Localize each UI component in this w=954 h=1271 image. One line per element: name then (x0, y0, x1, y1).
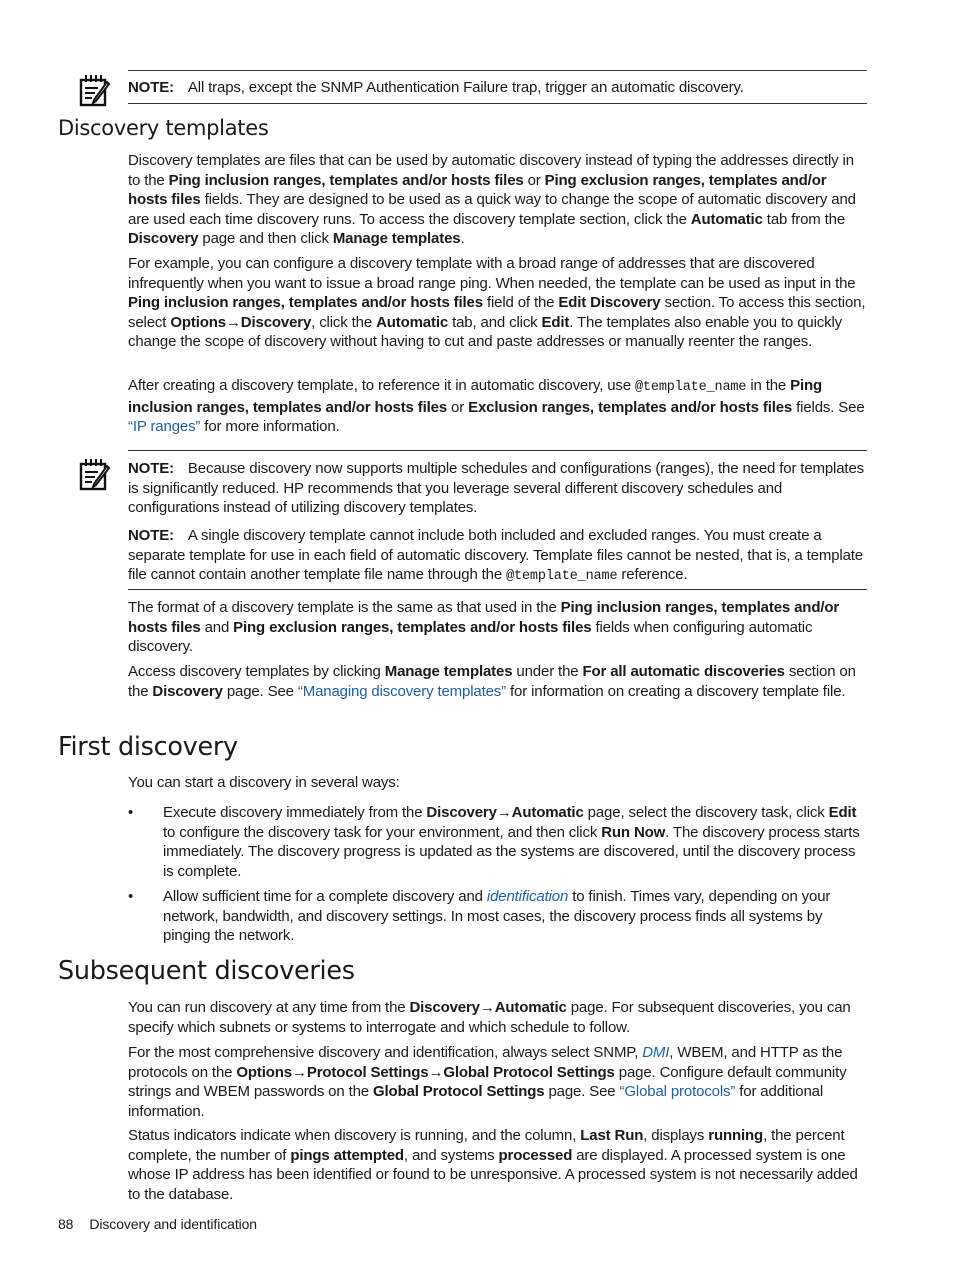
link-dmi[interactable]: DMI (642, 1044, 670, 1061)
section-heading-discovery-templates: Discovery templates (58, 116, 269, 140)
note1-top-rule (128, 70, 867, 71)
link-managing-discovery-templates[interactable]: “Managing discovery templates” (297, 682, 506, 700)
paragraph: Discovery templates are files that can be used by automatic discovery instead of typing the addresses directly in to the Ping inclusion ranges, templates and/or hosts files or Ping exclusion ranges, templates and/or hosts files fields. They are designed to be used as a quick way to change the scope of automatic discovery and are used each time discovery runs. To access the discovery template section, click the Automatic tab from the Discovery page and then click Manage templates. (128, 152, 856, 247)
note2-top-rule (128, 450, 867, 451)
paragraph: For example, you can configure a discovery template with a broad range of addresses that are discovered infrequently when you want to issue a broad range ping. When needed, the template can be used as input in the Ping inclusion ranges, templates and/or hosts files field of the Edit Discovery section. To access this section, select Options→Discovery, click the Automatic tab, and click Edit. The templates also enable you to quickly change the scope of discovery without having to cut and paste addresses or manually reenter the ranges. (128, 255, 866, 350)
paragraph: You can run discovery at any time from the Discovery→Automatic page. For subsequent discoveries, you can specify which subnets or systems to interrogate and which schedule to follow. (128, 999, 851, 1036)
code-template-name: @template_name (634, 380, 747, 395)
page-footer (58, 1216, 257, 1232)
note-label: NOTE: (128, 460, 174, 477)
bullet-icon: • (128, 888, 134, 905)
page-number: 88 (58, 1216, 74, 1232)
paragraph: The format of a discovery template is the same as that used in the Ping inclusion ranges, templates and/or hosts files and Ping exclusion ranges, templates and/or hosts files fields when configuring automatic discovery. (128, 599, 840, 655)
note2-bottom-rule (128, 589, 867, 590)
note-icon (78, 74, 112, 108)
bullet-icon: • (128, 804, 134, 821)
note-icon (78, 458, 112, 492)
footer-section-title: Discovery and identification (89, 1216, 257, 1232)
note-label: NOTE: (128, 79, 174, 96)
note3-text: NOTE: A single discovery template cannot include both included and excluded ranges. You must create a separate template for use in each field of automatic discovery. Template files cannot be nested, that is, a template file cannot contain another template file name through the @template_name reference. (128, 527, 863, 584)
list-item: Execute discovery immediately from the Discovery→Automatic page, select the discovery task, click Edit to configure the discovery task for your environment, and then click Run Now. The discovery process starts immediately. The discovery progress is updated as the systems are discovered, until the discovery process is complete. (163, 804, 860, 880)
paragraph: Status indicators indicate when discovery is running, and the column, Last Run, displays running, the percent complete, the number of pings attempted, and systems processed are displayed. A processed system is one whose IP address has been identified or found to be unresponsive. A processed system is not necessarily added to the database. (128, 1127, 858, 1203)
paragraph: You can start a discovery in several ways: (128, 774, 400, 791)
note1-bottom-rule (128, 103, 867, 104)
paragraph: Access discovery templates by clicking Manage templates under the For all automatic discoveries section on the Discovery page. See “Managing discovery templates” for information on creating a discovery template file. (128, 663, 856, 700)
note1-text: NOTE: All traps, except the SNMP Authentication Failure trap, trigger an automatic discovery. (128, 79, 744, 96)
paragraph: After creating a discovery template, to reference it in automatic discovery, use @template_name in the Ping inclusion ranges, templates and/or hosts files or Exclusion ranges, templates and/or hosts files fields. See “IP ranges” for more information. (128, 377, 865, 435)
section-heading-subsequent-discoveries: Subsequent discoveries (58, 956, 355, 986)
link-identification[interactable]: identification (486, 888, 569, 905)
paragraph: For the most comprehensive discovery and identification, always select SNMP, DMI, WBEM, and HTTP as the protocols on the Options→Protocol Settings→Global Protocol Settings page. Configure default community strings and WBEM passwords on the Global Protocol Settings page. See “Global protocols” for additional information. (128, 1044, 847, 1120)
note-label: NOTE: (128, 527, 174, 544)
link-global-protocols[interactable]: “Global protocols” (619, 1083, 736, 1100)
note2-text: NOTE: Because discovery now supports multiple schedules and configurations (ranges), the need for templates is significantly reduced. HP recommends that you leverage several different discovery schedules and configurations instead of utilizing discovery templates. (128, 460, 864, 516)
list-item: Allow sufficient time for a complete discovery and identification to finish. Times vary, depending on your network, bandwidth, and discovery settings. In most cases, the discovery process finds all systems by pinging the network. (163, 888, 831, 944)
section-heading-first-discovery: First discovery (58, 732, 238, 762)
code-template-name: @template_name (506, 569, 618, 584)
link-ip-ranges[interactable]: “IP ranges” (128, 418, 201, 435)
